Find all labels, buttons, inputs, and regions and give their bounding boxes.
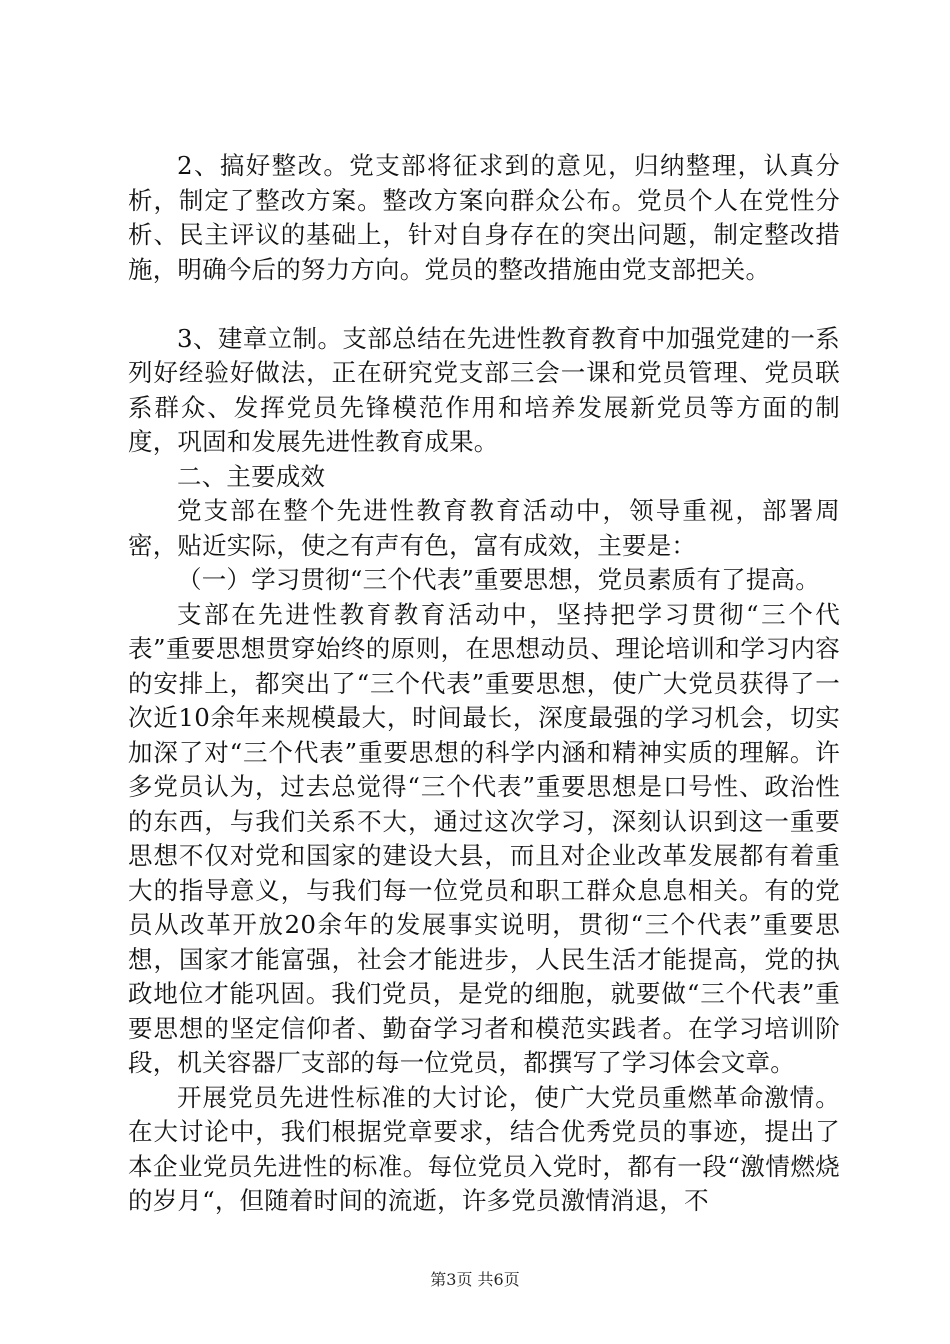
document-body xyxy=(128,149,840,1219)
paragraph-rectification: 2、搞好整改。党支部将征求到的意见，归纳整理，认真分析，制定了整改方案。整改方案向群众公布。党员个人在党性分析、民主评议的基础上，针对自身存在的突出问题，制定整改措施，明确今后的努力方向。党员的整改措施由党支部把关。 xyxy=(128,151,840,284)
paragraph-overview: 党支部在整个先进性教育教育活动中，领导重视，部署周密，贴近实际，使之有声有色，富有成效，主要是： xyxy=(128,496,840,560)
paragraph-regulations: 3、建章立制。支部总结在先进性教育教育中加强党建的一系列好经验好做法，正在研究党支部三会一课和党员管理、党员联系群众、发挥党员先锋模范作用和培养发展新党员等方面的制度，巩固和发展先进性教育成果。 xyxy=(128,323,840,456)
paragraph-study-details: 支部在先进性教育教育活动中，坚持把学习贯彻“三个代表”重要思想贯穿始终的原则，在思想动员、理论培训和学习内容的安排上，都突出了“三个代表”重要思想，使广大党员获得了一次近10余年来规模最大，时间最长，深度最强的学习机会，切实加深了对“三个代表”重要思想的科学内涵和精神实质的理解。许多党员认为，过去总觉得“三个代表”重要思想是口号性、政治性的东西，与我们关系不大，通过这次学习，深刻认识到这一重要思想不仅对党和国家的建设大县，而且对企业改革发展都有着重大的指导意义，与我们每一位党员和职工群众息息相关。有的党员从改革开放20余年的发展事实说明，贯彻“三个代表”重要思想，国家才能富强，社会才能进步，人民生活才能提高，党的执政地位才能巩固。我们党员，是党的细胞，就要做“三个代表”重要思想的坚定信仰者、勤奋学习者和模范实践者。在学习培训阶段，机关容器厂支部的每一位党员，都撰写了学习体会文章。 xyxy=(128,599,840,1077)
subsection-heading-study: （一）学习贯彻“三个代表”重要思想，党员素质有了提高。 xyxy=(177,565,820,594)
page-number-footer: 第3页 共6页 xyxy=(430,1270,520,1289)
section-heading-main-results: 二、主要成效 xyxy=(177,461,326,491)
paragraph-discussion: 开展党员先进性标准的大讨论，使广大党员重燃革命激情。在大讨论中，我们根据党章要求，结合优秀党员的事迹，提出了本企业党员先进性的标准。每位党员入党时，都有一段“激情燃烧的岁月“，但随着时间的流逝，许多党员激情消退，不 xyxy=(128,1082,840,1215)
